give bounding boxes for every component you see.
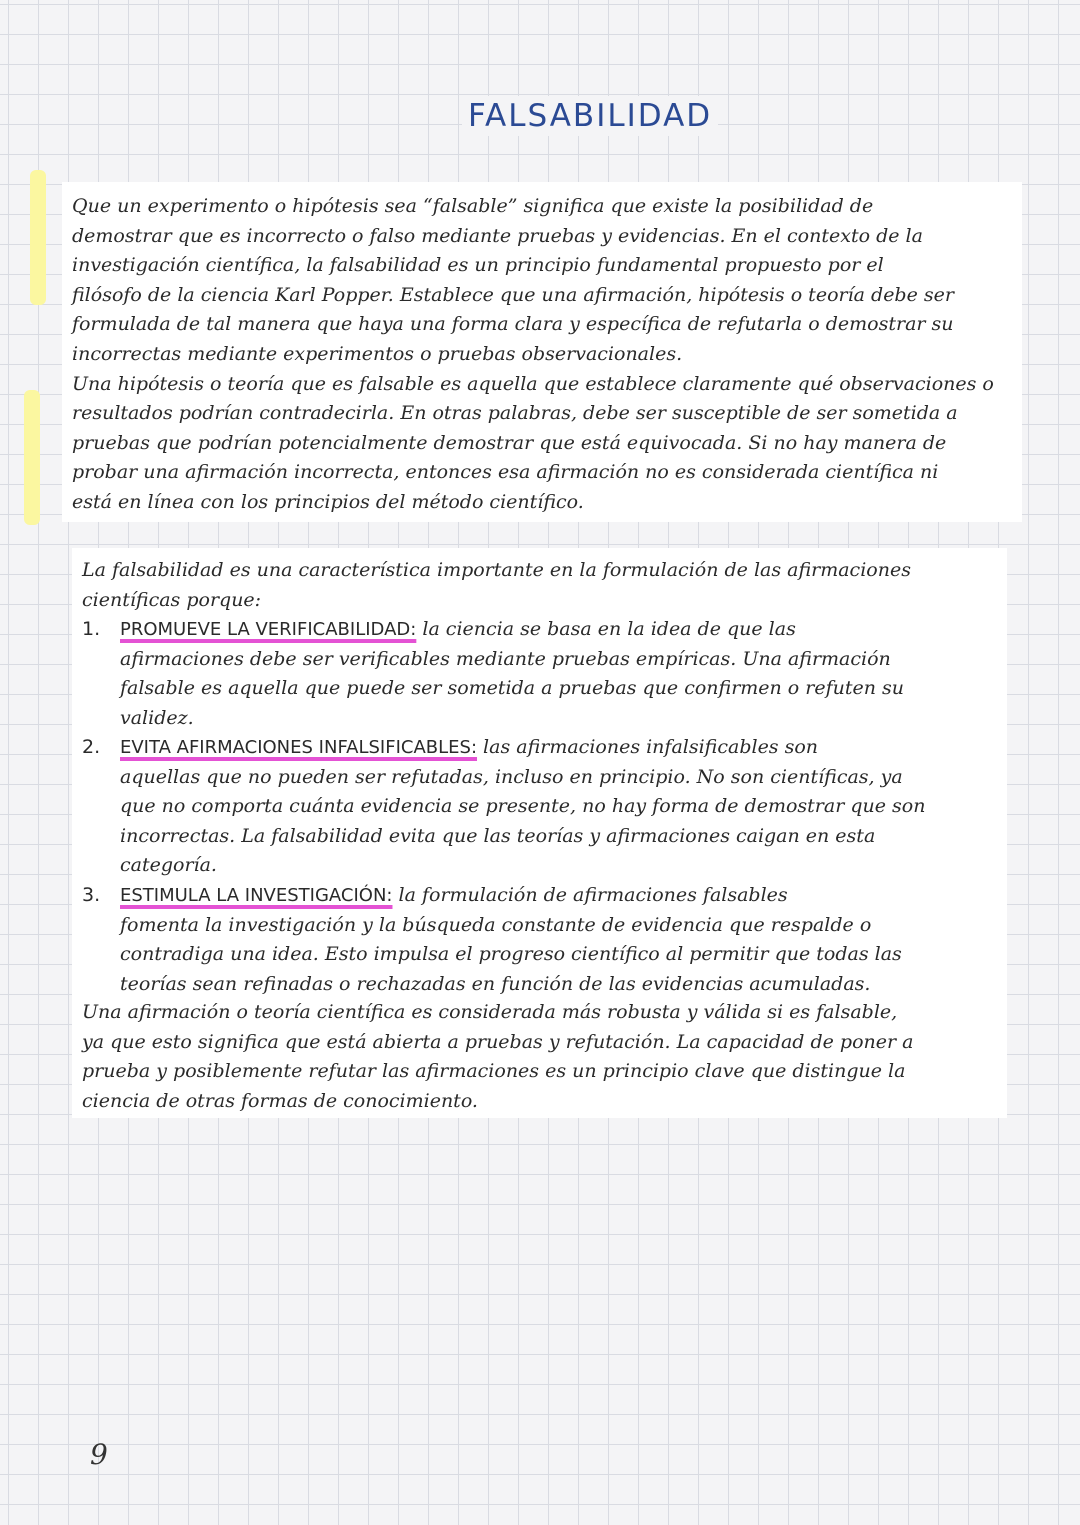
text-line: formulada de tal manera que haya una forma clara y específica de refutarla o demostrar su bbox=[72, 313, 954, 336]
text-line: incorrectas. La falsabilidad evita que las teorías y afirmaciones caigan en esta bbox=[120, 824, 876, 847]
conclusion-paragraph bbox=[82, 998, 913, 1116]
text-line: demostrar que es incorrecto o falso mediante pruebas y evidencias. En el contexto de la bbox=[72, 224, 923, 247]
importance-panel bbox=[72, 548, 1007, 1118]
text-line: falsable es aquella que puede ser sometida a pruebas que confirmen o refuten su bbox=[120, 677, 905, 700]
page-title: FALSABILIDAD bbox=[462, 96, 718, 136]
text-line: investigación científica, la falsabilidad es un principio fundamental propuesto por el bbox=[72, 254, 884, 277]
text-line: resultados podrían contradecirla. En otras palabras, debe ser susceptible de ser sometida a bbox=[72, 402, 958, 425]
definition-panel bbox=[62, 182, 1022, 522]
list-keyword: ESTIMULA LA INVESTIGACIÓN: bbox=[120, 885, 393, 906]
text-line: Que un experimento o hipótesis sea “falsable” significa que existe la posibilidad de bbox=[72, 195, 874, 217]
text-line: Una hipótesis o teoría que es falsable es aquella que establece claramente qué observaciones o bbox=[72, 372, 994, 395]
definition-paragraph bbox=[72, 192, 994, 518]
text-line: contradiga una idea. Esto impulsa el progreso científico al permitir que todas las bbox=[120, 943, 902, 966]
text-line: Una afirmación o teoría científica es considerada más robusta y válida si es falsable, bbox=[82, 1001, 898, 1023]
intro-paragraph bbox=[82, 556, 911, 615]
page-number: 9 bbox=[90, 1438, 108, 1471]
list-number: 1. bbox=[82, 618, 101, 640]
text-line: la formulación de afirmaciones falsables bbox=[392, 884, 788, 906]
text-line: incorrectas mediante experimentos o pruebas observacionales. bbox=[72, 342, 683, 365]
text-line: ciencia de otras formas de conocimiento. bbox=[82, 1089, 478, 1112]
highlighter-mark-top bbox=[30, 170, 46, 305]
text-line: que no comporta cuánta evidencia se presente, no hay forma de demostrar que son bbox=[120, 795, 926, 818]
text-line: las afirmaciones infalsificables son bbox=[477, 736, 819, 758]
text-line: categoría. bbox=[120, 854, 217, 877]
text-line: prueba y posiblemente refutar las afirmaciones es un principio clave que distingue la bbox=[82, 1060, 906, 1083]
text-line: está en línea con los principios del método científico. bbox=[72, 490, 584, 513]
text-line: científicas porque: bbox=[82, 588, 262, 611]
list-item-body bbox=[120, 615, 904, 733]
text-line: aquellas que no pueden ser refutadas, incluso en principio. No son científicas, ya bbox=[120, 765, 903, 788]
text-line: la ciencia se basa en la idea de que las bbox=[416, 618, 796, 640]
text-line: fomenta la investigación y la búsqueda constante de evidencia que respalde o bbox=[120, 913, 872, 936]
text-line: ya que esto significa que está abierta a pruebas y refutación. La capacidad de poner a bbox=[82, 1030, 914, 1053]
list-item-body bbox=[120, 881, 902, 999]
text-line: filósofo de la ciencia Karl Popper. Establece que una afirmación, hipótesis o teoría debe ser bbox=[72, 283, 954, 306]
text-line: pruebas que podrían potencialmente demostrar que está equivocada. Si no hay manera de bbox=[72, 431, 947, 454]
highlighter-mark-bottom bbox=[24, 390, 40, 525]
list-number: 3. bbox=[82, 884, 101, 906]
list-item-body bbox=[120, 733, 925, 881]
text-line: La falsabilidad es una característica importante en la formulación de las afirmaciones bbox=[82, 559, 911, 581]
text-line: probar una afirmación incorrecta, entonces esa afirmación no es considerada científica ni bbox=[72, 461, 939, 484]
list-keyword: EVITA AFIRMACIONES INFALSIFICABLES: bbox=[120, 737, 478, 758]
text-line: teorías sean refinadas o rechazadas en función de las evidencias acumuladas. bbox=[120, 972, 871, 995]
text-line: validez. bbox=[120, 706, 194, 729]
list-keyword: PROMUEVE LA VERIFICABILIDAD: bbox=[120, 619, 417, 640]
list-number: 2. bbox=[82, 736, 101, 758]
text-line: afirmaciones debe ser verificables mediante pruebas empíricas. Una afirmación bbox=[120, 647, 891, 670]
